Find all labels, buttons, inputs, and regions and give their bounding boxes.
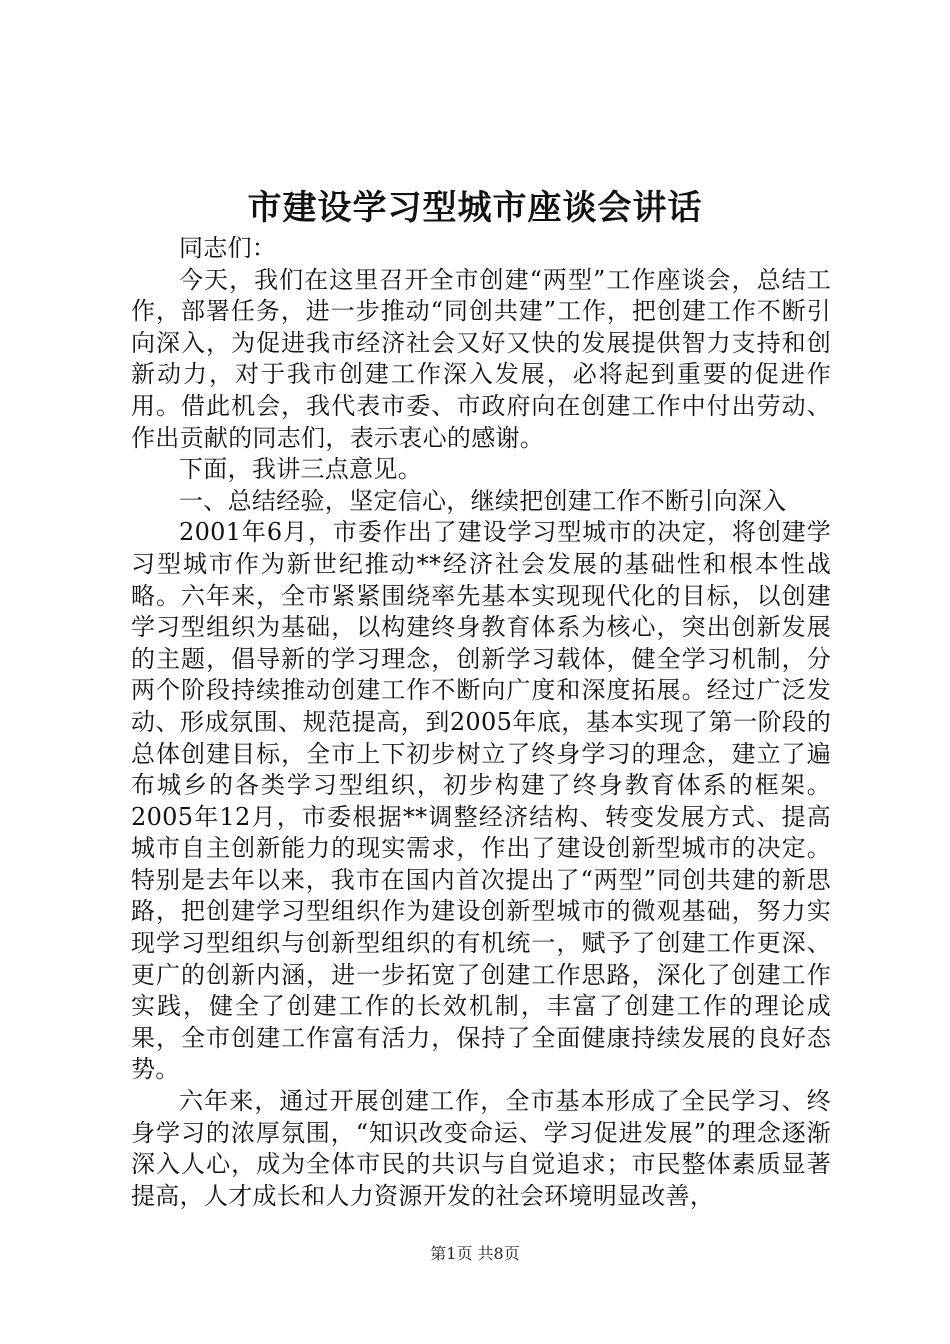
body-paragraph: 2001年6月，市委作出了建设学习型城市的决定，将创建学习型城市作为新世纪推动**经济社会发展的基础性和根本性战略。六年来，全市紧紧围绕率先基本实现现代化的目标，以创建学习型组织为基础，以构建终身教育体系为核心，突出创新发展的主题，倡导新的学习理念，创新学习载体，健全学习机制，分两个阶段持续推动创建工作不断向广度和深度拓展。经过广泛发动、形成氛围、规范提高，到2005年底，基本实现了第一阶段的总体创建目标，全市上下初步树立了终身学习的理念，建立了遍布城乡的各类学习型组织，初步构建了终身教育体系的框架。2005年12月，市委根据**调整经济结构、转变发展方式、提高城市自主创新能力的现实需求，作出了建设创新型城市的决定。特别是去年以来，我市在国内首次提出了“两型”同创共建的新思路，把创建学习型组织作为建设创新型城市的微观基础，努力实现学习型组织与创新型组织的有机统一，赋予了创建工作更深、更广的创新内涵，进一步拓宽了创建工作思路，深化了创建工作实践，健全了创建工作的长效机制，丰富了创建工作的理论成果，全市创建工作富有活力，保持了全面健康持续发展的良好态势。 <box>131 518 831 1084</box>
document-body <box>131 233 831 1212</box>
body-paragraph: 下面，我讲三点意见。 <box>179 455 422 484</box>
section-heading: 一、总结经验，坚定信心，继续把创建工作不断引向深入 <box>179 486 787 515</box>
document-title: 市建设学习型城市座谈会讲话 <box>247 188 703 228</box>
body-paragraph: 今天，我们在这里召开全市创建“两型”工作座谈会，总结工作，部署任务，进一步推动“同创共建”工作，把创建工作不断引向深入，为促进我市经济社会又好又快的发展提供智力支持和创新动力，对于我市创建工作深入发展，必将起到重要的促进作用。借此机会，我代表市委、市政府向在创建工作中付出劳动、作出贡献的同志们，表示衷心的感谢。 <box>131 265 831 452</box>
body-paragraph: 六年来，通过开展创建工作，全市基本形成了全民学习、终身学习的浓厚氛围，“知识改变命运、学习促进发展”的理念逐渐深入人心，成为全体市民的共识与自觉追求；市民整体素质显著提高，人才成长和人力资源开发的社会环境明显改善， <box>131 1087 831 1210</box>
salutation: 同志们： <box>179 234 277 262</box>
page-footer: 第1页 共8页 <box>430 1244 520 1263</box>
